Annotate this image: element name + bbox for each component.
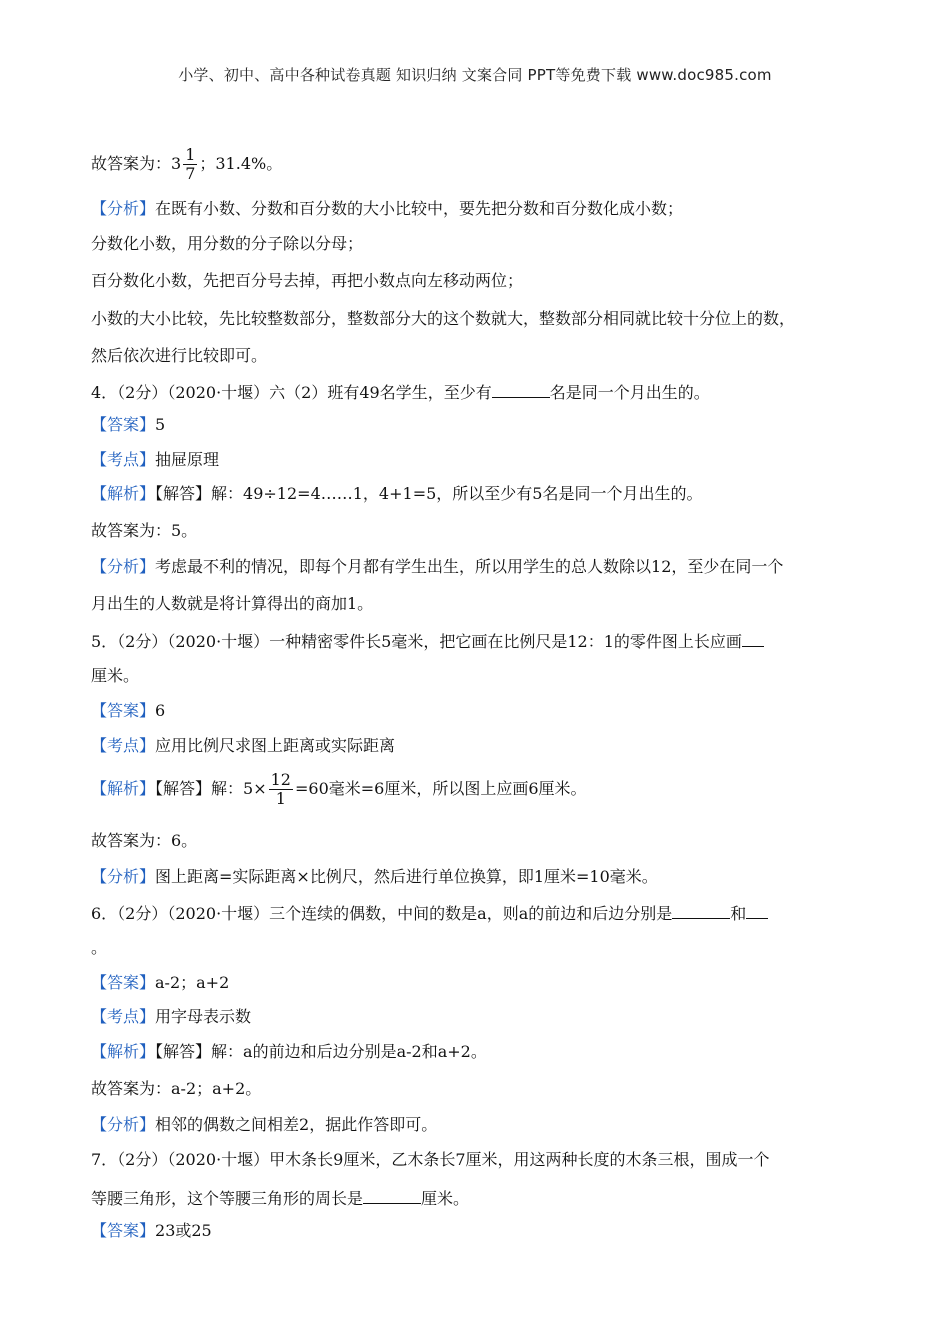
answer-blank — [492, 381, 550, 398]
answer-blank — [672, 902, 730, 919]
final-answer-q4: 故答案为：5。 — [91, 521, 198, 540]
final-answer-q5: 故答案为：6。 — [91, 831, 198, 850]
answer-tag: 【答案】 — [91, 973, 156, 992]
analysis-line-q4-2: 月出生的人数就是将计算得出的商加1。 — [91, 594, 374, 613]
analysis-line-q6: 【分析】相邻的偶数之间相差2，据此作答即可。 — [91, 1115, 438, 1134]
analysis-line-q3-4: 小数的大小比较，先比较整数部分，整数部分大的这个数就大，整数部分相同就比较十分位上的数， — [91, 309, 796, 328]
solution-line-q4: 【解析】【解答】解：49÷12=4……1，4+1=5，所以至少有5名是同一个月出生的。 — [91, 484, 703, 503]
question-7-cont: 等腰三角形，这个等腰三角形的周长是 厘米。 — [91, 1189, 470, 1208]
answer-line-q4: 【答案】5 — [91, 415, 166, 434]
point-tag: 【考点】 — [91, 1007, 156, 1026]
point-tag: 【考点】 — [91, 450, 156, 469]
point-line-q5: 【考点】应用比例尺求图上距离或实际距离 — [91, 736, 396, 755]
answer-blank — [363, 1187, 421, 1204]
fraction-twelve-over-one: $\frac{12}{1}$ — [270, 770, 291, 808]
analysis-tag: 【分析】 — [91, 199, 156, 218]
question-6-cont: 。 — [91, 938, 108, 957]
point-line-q6: 【考点】用字母表示数 — [91, 1007, 252, 1026]
answer-line-q6: 【答案】a-2；a+2 — [91, 973, 230, 992]
jieda-tag: 【解答】 — [155, 779, 212, 798]
answer-line-q3: 故答案为：3 $\frac{1}{7}$ ；31.4%。 — [91, 145, 283, 183]
analysis-line-q4-1: 【分析】考虑最不利的情况，即每个月都有学生出生，所以用学生的总人数除以12，至少在同一个 — [91, 557, 784, 576]
analysis-line-q3-3: 百分数化小数，先把百分号去掉，再把小数点向左移动两位； — [91, 271, 524, 290]
answer-tag: 【答案】 — [91, 701, 156, 720]
analysis-line-q3-1: 【分析】在既有小数、分数和百分数的大小比较中，要先把分数和百分数化成小数； — [91, 199, 684, 218]
answer-blank — [742, 630, 764, 647]
question-7: 7．（2分）（2020·十堰）甲木条长9厘米，乙木条长7厘米，用这两种长度的木条三根，围成一个 — [91, 1150, 770, 1169]
jieda-tag: 【解答】 — [155, 484, 212, 503]
answer-line-q7: 【答案】23或25 — [91, 1221, 212, 1240]
jieda-tag: 【解答】 — [155, 1042, 212, 1061]
analysis-tag: 【分析】 — [91, 1115, 156, 1134]
page-header — [0, 64, 950, 85]
jiexi-tag: 【解析】 — [91, 1042, 156, 1061]
solution-line-q5: 【解析】【解答】解：5× $\frac{12}{1}$ =60毫米=6厘米，所以图上应画6厘米。 — [91, 770, 587, 808]
question-6: 6．（2分）（2020·十堰）三个连续的偶数，中间的数是a，则a的前边和后边分别是 和 — [91, 902, 768, 924]
analysis-line-q5: 【分析】图上距离=实际距离×比例尺，然后进行单位换算，即1厘米=10毫米。 — [91, 867, 658, 886]
question-5: 5．（2分）（2020·十堰）一种精密零件长5毫米，把它画在比例尺是12：1的零件图上长应画 — [91, 630, 764, 652]
jiexi-tag: 【解析】 — [91, 484, 156, 503]
point-tag: 【考点】 — [91, 736, 156, 755]
analysis-tag: 【分析】 — [91, 867, 156, 886]
analysis-line-q3-5: 然后依次进行比较即可。 — [91, 346, 268, 365]
solution-line-q6: 【解析】【解答】解：a的前边和后边分别是a-2和a+2。 — [91, 1042, 487, 1061]
analysis-tag: 【分析】 — [91, 557, 156, 576]
question-5-cont: 厘米。 — [91, 666, 140, 685]
final-answer-q6: 故答案为：a-2；a+2。 — [91, 1079, 262, 1098]
point-line-q4: 【考点】抽屉原理 — [91, 450, 220, 469]
analysis-line-q3-2: 分数化小数，用分数的分子除以分母； — [91, 234, 364, 253]
answer-tag: 【答案】 — [91, 1221, 156, 1240]
fraction-one-seventh: $\frac{1}{7}$ — [185, 145, 196, 183]
header-text: 小学、初中、高中各种试卷真题 知识归纳 文案合同 PPT等免费下载 www.doc985.com — [178, 66, 772, 84]
question-4: 4．（2分）（2020·十堰）六（2）班有49名学生，至少有 名是同一个月出生的。 — [91, 383, 710, 402]
answer-blank — [746, 902, 768, 919]
jiexi-tag: 【解析】 — [91, 779, 156, 798]
answer-line-q5: 【答案】6 — [91, 701, 166, 720]
answer-tag: 【答案】 — [91, 415, 156, 434]
